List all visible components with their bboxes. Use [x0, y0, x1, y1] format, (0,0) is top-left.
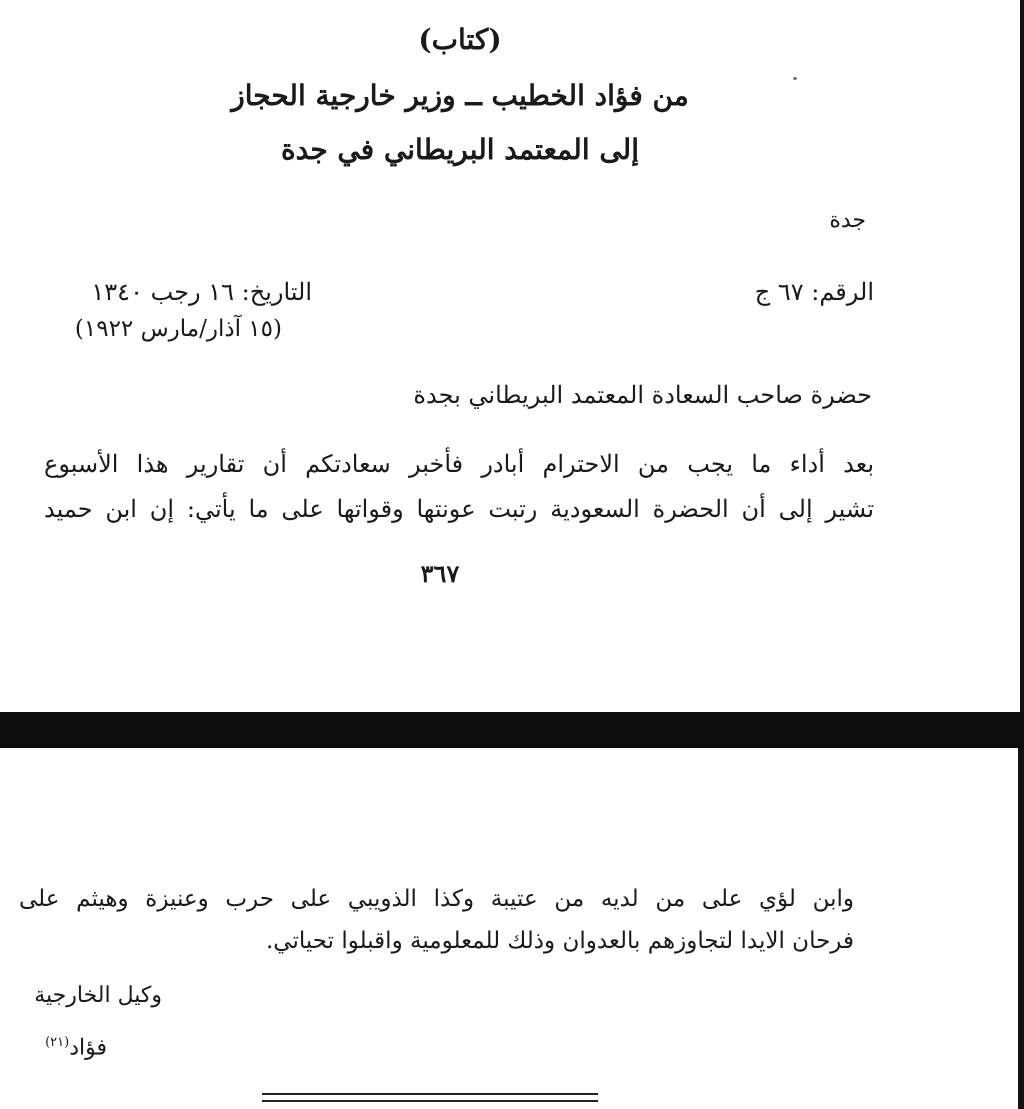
addressee-line: حضرة صاحب السعادة المعتمد البريطاني بجدة [413, 381, 872, 409]
recipient-heading: إلى المعتمد البريطاني في جدة [280, 133, 639, 166]
page-number: ٣٦٧ [420, 559, 460, 588]
place-label: جدة [829, 208, 866, 233]
closing-rule-top [262, 1093, 598, 1095]
body-paragraph-line-1: بعد أداء ما يجب من الاحترام أبادر فأخبر سعادتكم أن تقارير هذا الأسبوع [44, 450, 874, 478]
body-paragraph-line-2: تشير إلى أن الحضرة السعودية رتبت عونتها وقواتها على ما يأتي: إن ابن حميد [44, 495, 874, 523]
reference-number: الرقم: ٦٧ ج [754, 278, 874, 306]
scan-edge-shadow-lower [1018, 748, 1024, 1109]
body-paragraph-line-4: فرحان الايدا لتجاوزهم بالعدوان وذلك للمعلومية واقبلوا تحياتي. [265, 928, 854, 954]
closing-rule-bottom [262, 1100, 598, 1102]
sender-heading: من فؤاد الخطيب ــ وزير خارجية الحجاز [231, 79, 689, 112]
scan-edge-shadow [1020, 0, 1024, 712]
date-gregorian: (١٥ آذار/مارس ١٩٢٢) [74, 316, 282, 342]
signature-title: وكيل الخارجية [34, 983, 162, 1008]
page-separator-band [0, 712, 1024, 748]
signature-name: فؤاد [69, 1035, 107, 1061]
scan-speck [793, 77, 797, 80]
date-hijri: التاريخ: ١٦ رجب ١٣٤٠ [91, 278, 312, 306]
signature-name-block [45, 1036, 107, 1059]
footnote-marker: (٢١) [45, 1035, 70, 1050]
document-type-heading: (كتاب) [418, 23, 502, 56]
body-paragraph-line-3: وابن لؤي على من لديه من عتيبة وكذا الذويبي على حرب وعنيزة وهيثم على [19, 886, 854, 912]
